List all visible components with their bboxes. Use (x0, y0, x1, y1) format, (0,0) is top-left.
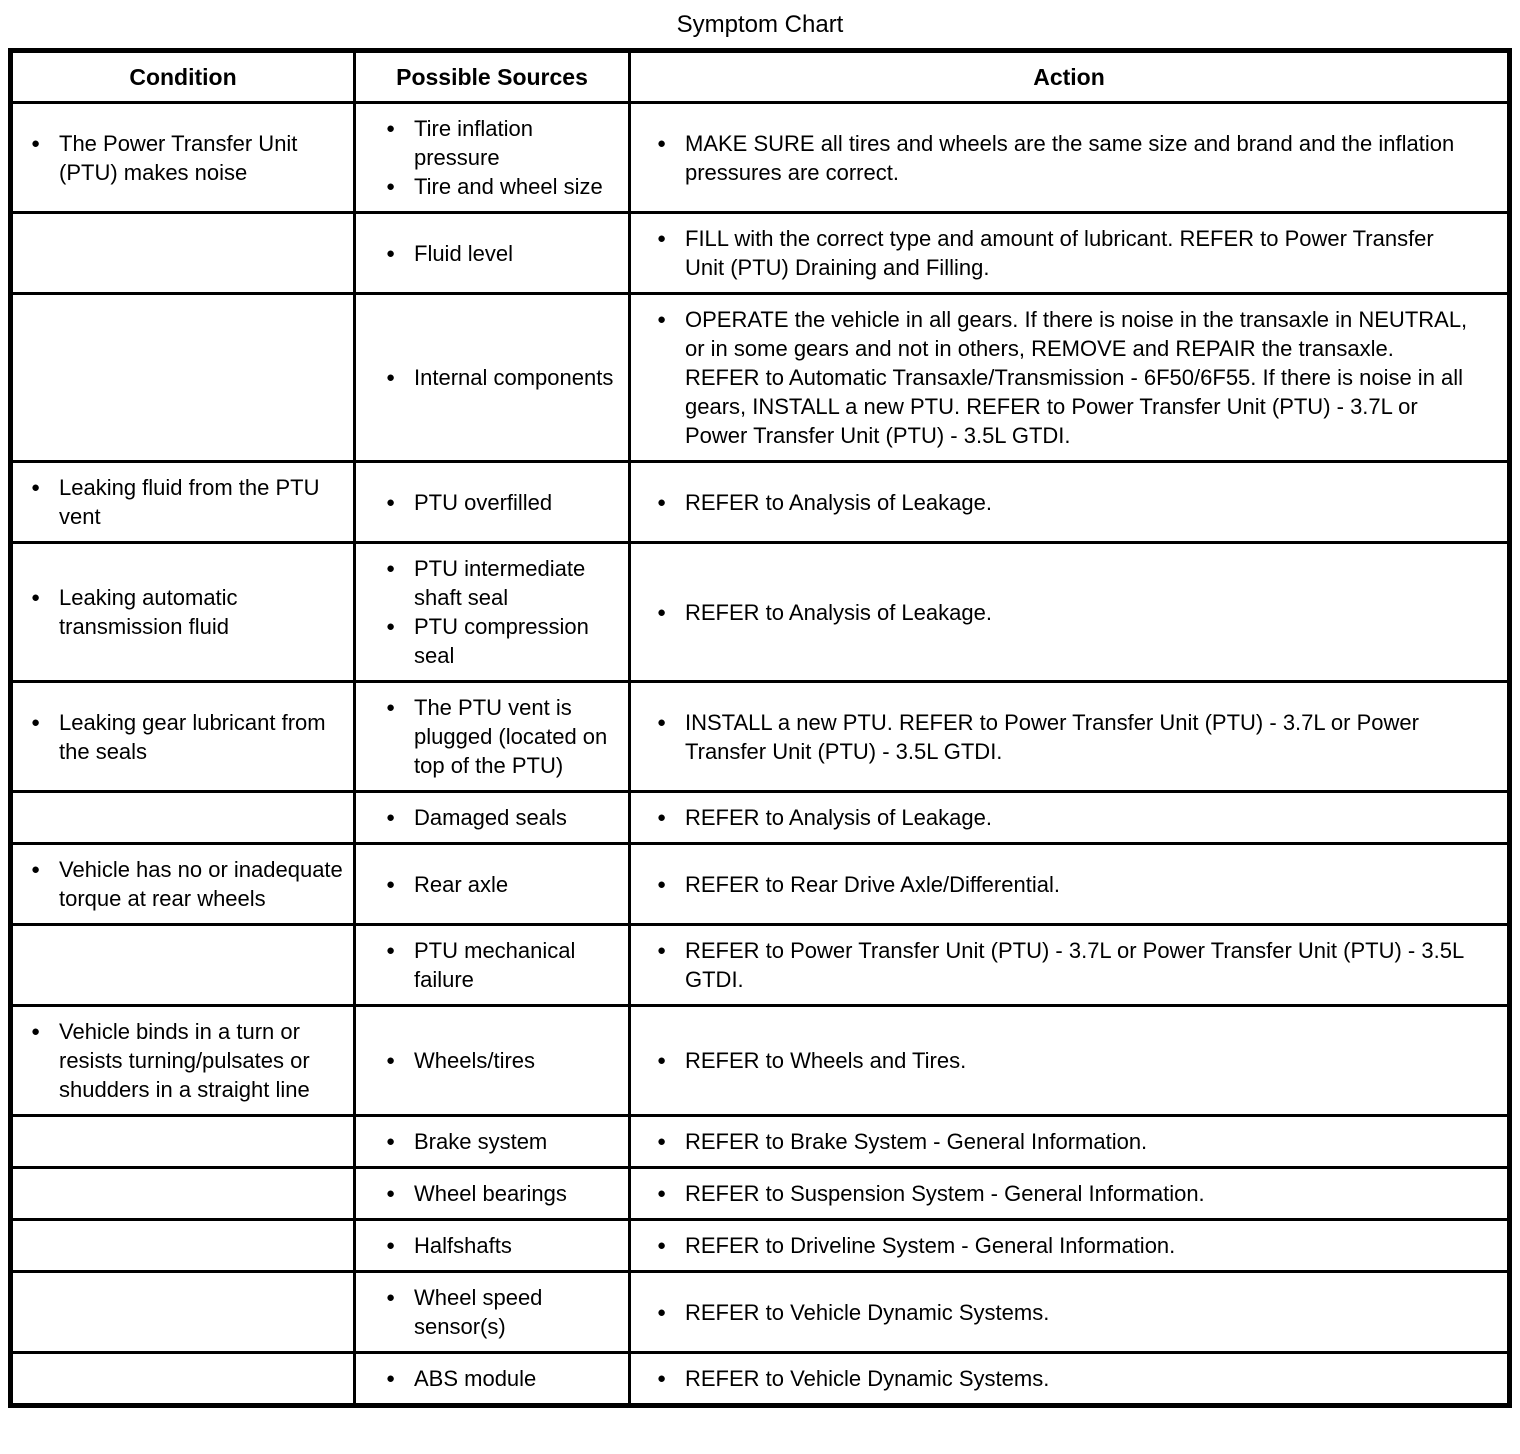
sources-text: PTU intermediate shaft seal (414, 556, 586, 610)
bullet-item (386, 1179, 620, 1208)
action-cell (630, 844, 1510, 925)
bullet-icon: ● (657, 603, 667, 621)
bullet-item (386, 488, 620, 517)
action-cell (630, 1006, 1510, 1116)
condition-cell (11, 1353, 355, 1406)
bullet-item (657, 708, 1473, 766)
action-cell (630, 1116, 1510, 1168)
sources-text: Rear axle (414, 871, 509, 897)
bullet-icon: ● (386, 560, 396, 577)
bullet-icon: ● (386, 1370, 396, 1387)
bullet-icon: ● (386, 1289, 396, 1306)
bullet-item (657, 1364, 1473, 1393)
sources-cell (355, 103, 630, 213)
bullet-item (657, 1298, 1473, 1327)
condition-text: Leaking gear lubricant from the seals (59, 709, 326, 764)
condition-text: Leaking fluid from the PTU vent (59, 475, 320, 529)
actions-text: REFER to Vehicle Dynamic Systems. (685, 1366, 1050, 1391)
sources-cell (355, 1006, 630, 1116)
actions-text: REFER to Analysis of Leakage. (685, 489, 992, 515)
bullet-icon: ● (657, 1133, 667, 1150)
condition-cell (11, 213, 355, 294)
bullet-item (31, 855, 345, 913)
table-row (11, 1168, 1510, 1220)
bullet-item (31, 1017, 345, 1104)
sources-cell (355, 543, 630, 682)
sources-cell (355, 1168, 630, 1220)
actions-text: REFER to Wheels and Tires. (685, 1048, 967, 1073)
action-cell (630, 792, 1510, 844)
table-row (11, 1116, 1510, 1168)
action-cell (630, 1168, 1510, 1220)
column-header-action: Action (630, 51, 1510, 103)
bullet-icon: ● (386, 1185, 396, 1202)
bullet-icon: ● (657, 713, 667, 731)
bullet-icon: ● (31, 713, 41, 731)
action-cell (630, 925, 1510, 1006)
symptom-table (8, 48, 1512, 1408)
sources-text: Tire and wheel size (414, 174, 603, 199)
bullet-item (386, 172, 620, 201)
bullet-icon: ● (386, 244, 396, 262)
sources-cell (355, 294, 630, 462)
table-row (11, 844, 1510, 925)
bullet-icon: ● (386, 369, 396, 386)
condition-cell (11, 1116, 355, 1168)
bullet-item (31, 708, 345, 766)
bullet-icon: ● (386, 618, 396, 635)
actions-text: FILL with the correct type and amount of lubricant. REFER to Power Transfer Unit (PTU) Draining and Filling. (685, 226, 1434, 280)
condition-cell (11, 462, 355, 543)
sources-cell (355, 1116, 630, 1168)
sources-cell (355, 462, 630, 543)
bullet-icon: ● (386, 809, 396, 826)
bullet-item (386, 114, 620, 172)
bullet-item (657, 1127, 1473, 1156)
sources-cell (355, 682, 630, 792)
table-row (11, 925, 1510, 1006)
sources-cell (355, 1220, 630, 1272)
bullet-item (657, 305, 1473, 450)
action-cell (630, 213, 1510, 294)
page-title: Symptom Chart (676, 11, 844, 38)
actions-text: REFER to Power Transfer Unit (PTU) - 3.7L or Power Transfer Unit (PTU) - 3.5L GTDI. (685, 938, 1464, 992)
bullet-item (386, 239, 620, 268)
bullet-item (386, 363, 620, 392)
bullet-item (657, 936, 1473, 994)
bullet-icon: ● (31, 1023, 41, 1040)
condition-cell (11, 1272, 355, 1353)
actions-text: REFER to Analysis of Leakage. (685, 599, 992, 625)
bullet-item (386, 554, 620, 612)
actions-text: OPERATE the vehicle in all gears. If there is noise in the transaxle in NEUTRAL, or in some gears and not in others, REMOVE and REPAIR the transaxle. REFER to Automatic Transaxle/Transmission - 6F50/6F55. If there is noise in all gears, INSTALL a new PTU. REFER to Power Transfer Unit (PTU) - 3.7L or Power Transfer Unit (PTU) - 3.5L GTDI. (685, 307, 1468, 448)
bullet-icon: ● (386, 942, 396, 959)
table-row (11, 103, 1510, 213)
sources-text: Halfshafts (414, 1233, 512, 1258)
bullet-item (657, 803, 1473, 832)
bullet-item (657, 1046, 1473, 1075)
sources-cell (355, 1272, 630, 1353)
bullet-item (386, 1283, 620, 1341)
actions-text: INSTALL a new PTU. REFER to Power Transfer Unit (PTU) - 3.7L or Power Transfer Unit (PTU) - 3.5L GTDI. (685, 709, 1419, 764)
sources-cell (355, 213, 630, 294)
condition-cell (11, 844, 355, 925)
sources-text: PTU overfilled (414, 489, 553, 515)
sources-text: PTU mechanical failure (414, 938, 576, 992)
bullet-item (31, 129, 345, 187)
table-row (11, 1353, 1510, 1406)
bullet-icon: ● (657, 875, 667, 893)
condition-cell (11, 682, 355, 792)
sources-text: Damaged seals (414, 805, 567, 830)
condition-cell (11, 294, 355, 462)
table-row (11, 462, 1510, 543)
bullet-icon: ● (386, 1052, 396, 1069)
bullet-icon: ● (386, 1133, 396, 1150)
bullet-item (31, 473, 345, 531)
table-row (11, 1006, 1510, 1116)
condition-cell (11, 1168, 355, 1220)
bullet-icon: ● (657, 809, 667, 826)
sources-cell (355, 792, 630, 844)
sources-text: Tire inflation pressure (414, 116, 534, 170)
condition-cell (11, 1006, 355, 1116)
actions-text: REFER to Analysis of Leakage. (685, 805, 992, 830)
condition-cell (11, 792, 355, 844)
bullet-item (657, 488, 1473, 517)
bullet-icon: ● (657, 1370, 667, 1387)
sources-text: Fluid level (414, 240, 514, 266)
table-row (11, 682, 1510, 792)
table-row (11, 792, 1510, 844)
bullet-icon: ● (657, 311, 667, 328)
sources-cell (355, 1353, 630, 1406)
bullet-icon: ● (657, 1303, 667, 1321)
sources-cell (355, 844, 630, 925)
bullet-icon: ● (657, 1052, 667, 1069)
sources-text: ABS module (414, 1366, 537, 1391)
sources-text: PTU compression seal (414, 614, 589, 668)
condition-cell (11, 1220, 355, 1272)
sources-cell (355, 925, 630, 1006)
action-cell (630, 682, 1510, 792)
table-row (11, 543, 1510, 682)
bullet-icon: ● (386, 699, 396, 716)
column-header-condition: Condition (11, 51, 355, 103)
bullet-icon: ● (657, 230, 667, 247)
bullet-icon: ● (386, 1237, 396, 1254)
actions-text: REFER to Brake System - General Information. (685, 1129, 1148, 1154)
table-row (11, 294, 1510, 462)
column-header-possible-sources: Possible Sources (355, 51, 630, 103)
header-row (11, 51, 1510, 103)
action-cell (630, 294, 1510, 462)
sources-text: Wheels/tires (414, 1048, 536, 1073)
condition-cell (11, 925, 355, 1006)
bullet-item (657, 1179, 1473, 1208)
bullet-icon: ● (386, 875, 396, 893)
sources-text: The PTU vent is plugged (located on top of the PTU) (414, 695, 608, 778)
bullet-item (657, 129, 1473, 187)
bullet-icon: ● (31, 134, 41, 152)
table-row (11, 1272, 1510, 1353)
bullet-item (386, 870, 620, 899)
bullet-item (31, 583, 345, 641)
table-row (11, 1220, 1510, 1272)
action-cell (630, 462, 1510, 543)
sources-text: Wheel bearings (414, 1181, 567, 1206)
bullet-item (386, 936, 620, 994)
action-cell (630, 1353, 1510, 1406)
condition-text: Vehicle has no or inadequate torque at rear wheels (59, 857, 343, 911)
bullet-icon: ● (386, 120, 396, 137)
bullet-icon: ● (386, 178, 396, 195)
actions-text: REFER to Rear Drive Axle/Differential. (685, 871, 1060, 897)
bullet-icon: ● (386, 493, 396, 511)
bullet-item (386, 612, 620, 670)
condition-text: The Power Transfer Unit (PTU) makes noise (59, 130, 298, 185)
actions-text: MAKE SURE all tires and wheels are the same size and brand and the inflation pressures are correct. (685, 130, 1455, 185)
bullet-icon: ● (31, 589, 41, 606)
bullet-icon: ● (657, 493, 667, 511)
condition-text: Leaking automatic transmission fluid (59, 585, 238, 639)
bullet-icon: ● (657, 1237, 667, 1254)
action-cell (630, 1220, 1510, 1272)
bullet-icon: ● (657, 1185, 667, 1202)
bullet-item (657, 870, 1473, 899)
condition-cell (11, 103, 355, 213)
sources-text: Wheel speed sensor(s) (414, 1285, 543, 1339)
bullet-icon: ● (657, 942, 667, 959)
bullet-item (386, 1046, 620, 1075)
actions-text: REFER to Driveline System - General Information. (685, 1233, 1176, 1258)
bullet-item (386, 1231, 620, 1260)
action-cell (630, 103, 1510, 213)
condition-cell (11, 543, 355, 682)
action-cell (630, 543, 1510, 682)
condition-text: Vehicle binds in a turn or resists turning/pulsates or shudders in a straight line (59, 1019, 310, 1102)
bullet-icon: ● (31, 479, 41, 496)
sources-text: Brake system (414, 1129, 548, 1154)
bullet-icon: ● (657, 134, 667, 152)
actions-text: REFER to Suspension System - General Information. (685, 1181, 1205, 1206)
bullet-item (386, 1127, 620, 1156)
sources-text: Internal components (414, 365, 614, 390)
bullet-item (657, 598, 1473, 627)
action-cell (630, 1272, 1510, 1353)
bullet-icon: ● (31, 861, 41, 878)
table-row (11, 213, 1510, 294)
actions-text: REFER to Vehicle Dynamic Systems. (685, 1299, 1050, 1325)
bullet-item (386, 693, 620, 780)
bullet-item (386, 1364, 620, 1393)
bullet-item (386, 803, 620, 832)
bullet-item (657, 1231, 1473, 1260)
bullet-item (657, 224, 1473, 282)
